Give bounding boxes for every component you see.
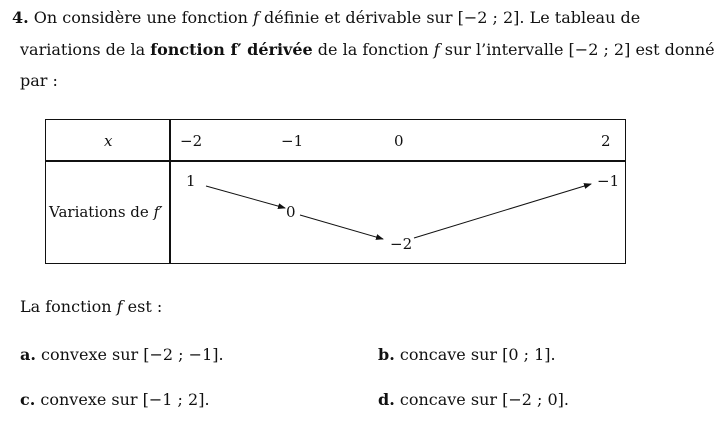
choice-d[interactable]: [378, 390, 569, 409]
question-line-3: [20, 71, 58, 90]
question-text-2-bold: fonction f′ dérivée: [150, 40, 313, 59]
arrow-increasing: [414, 184, 591, 238]
choice-c-label: c.: [20, 390, 36, 409]
question-text-2b: de la fonction: [317, 40, 429, 59]
choice-a-text: convexe sur [−2 ; −1].: [41, 345, 224, 364]
choice-d-label: d.: [378, 390, 395, 409]
prompt-text-a: La fonction: [20, 297, 112, 316]
choice-a[interactable]: [20, 345, 224, 364]
question-line-1: [12, 8, 640, 27]
choice-c-text: convexe sur [−1 ; 2].: [40, 390, 210, 409]
prompt-func-f: f: [116, 297, 123, 316]
variation-value-2: 0: [286, 203, 296, 221]
variation-value-3: −2: [390, 235, 413, 253]
prompt-line: [20, 297, 162, 316]
table-x-value-1: −2: [180, 132, 203, 150]
question-func-f-2: f: [433, 40, 440, 59]
choice-a-label: a.: [20, 345, 36, 364]
row-label-text: Variations de: [49, 203, 149, 221]
choice-d-text: concave sur [−2 ; 0].: [399, 390, 569, 409]
row-label-func: f′: [153, 203, 163, 221]
question-func-f: f: [253, 8, 259, 27]
choice-b-text: concave sur [0 ; 1].: [399, 345, 556, 364]
choice-b[interactable]: [378, 345, 556, 364]
question-text-2a: variations de la: [20, 40, 146, 59]
prompt-text-b: est :: [127, 297, 163, 316]
variation-table: [45, 119, 626, 264]
variation-value-1: 1: [186, 172, 196, 190]
table-x-value-2: −1: [281, 132, 304, 150]
choice-b-label: b.: [378, 345, 395, 364]
question-text-1b: définie et dérivable sur [−2 ; 2]. Le tableau de: [264, 8, 641, 27]
table-header-x: x: [104, 132, 113, 150]
table-x-value-3: 0: [394, 132, 404, 150]
variation-arrows: [46, 120, 624, 262]
question-text-1a: On considère une fonction: [33, 8, 248, 27]
question-text-3: par :: [20, 71, 58, 90]
table-x-value-4: 2: [601, 132, 611, 150]
variation-value-4: −1: [597, 172, 620, 190]
question-text-2c: sur l’intervalle [−2 ; 2] est donné: [444, 40, 715, 59]
arrow-decreasing-2: [300, 215, 383, 239]
arrow-decreasing-1: [206, 186, 285, 208]
question-line-2: [20, 40, 715, 59]
question-number: 4.: [12, 8, 29, 27]
choice-c[interactable]: [20, 390, 210, 409]
